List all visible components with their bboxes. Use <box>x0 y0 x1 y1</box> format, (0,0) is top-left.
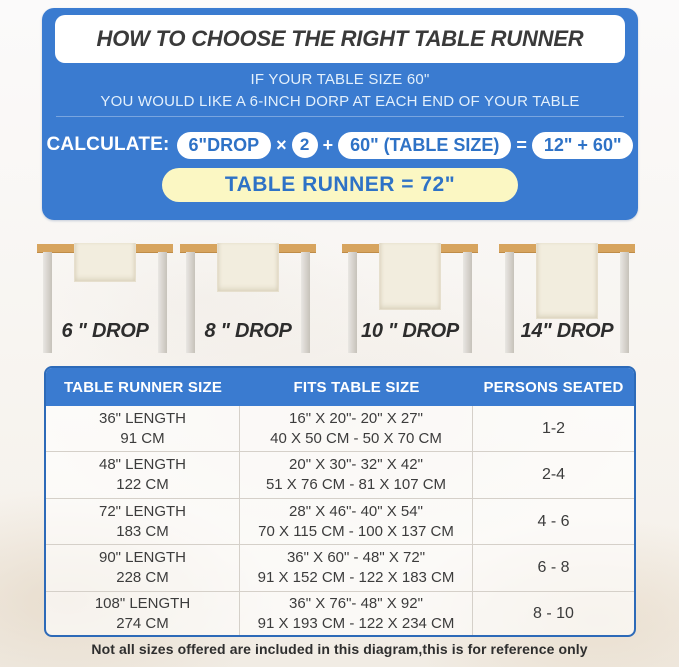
table-runner-cloth <box>379 243 441 310</box>
fits-table-line: 36" X 76"- 48" X 92" <box>289 595 423 613</box>
runner-size-line: 108" LENGTH <box>94 595 191 613</box>
column-header: FITS TABLE SIZE <box>293 378 420 396</box>
table-row <box>46 406 634 451</box>
drop-label: 10 " DROP <box>361 320 459 342</box>
subtitle-line2: YOU WOULD LIKE A 6-INCH DORP AT EACH END OF YOUR TABLE <box>100 93 580 110</box>
runner-size-line: 48" LENGTH <box>98 456 187 474</box>
table-runner-cloth <box>536 243 598 319</box>
calculate-row <box>42 129 638 161</box>
table-runner-cloth <box>74 243 136 282</box>
persons-seated-cell: 6 - 8 <box>537 558 570 576</box>
runner-size-line: 122 CM <box>116 476 169 494</box>
title-box <box>55 15 625 63</box>
runner-total-pill <box>162 168 518 202</box>
drop-label: 6 " DROP <box>61 320 149 342</box>
persons-seated-cell: 4 - 6 <box>537 512 570 530</box>
runner-size-cell <box>46 592 240 637</box>
header-panel <box>42 8 638 220</box>
runner-size-line: 91 CM <box>120 429 165 447</box>
runner-size-line: 274 CM <box>116 615 169 633</box>
runner-size-line: 72" LENGTH <box>98 502 187 520</box>
equals-operator: = <box>516 134 527 155</box>
size-table <box>44 366 636 637</box>
table-figure <box>342 238 478 354</box>
fits-table-line: 36" X 60" - 48" X 72" <box>286 548 426 566</box>
table-figure <box>180 238 316 354</box>
table-figure <box>37 238 173 354</box>
persons-seated-cell: 2-4 <box>541 466 566 484</box>
fits-table-line: 91 X 152 CM - 122 X 183 CM <box>257 568 455 586</box>
plus-operator: + <box>322 134 334 155</box>
persons-seated-cell: 8 - 10 <box>533 605 574 623</box>
table-runner-cloth <box>217 243 279 292</box>
runner-size-line: 90" LENGTH <box>98 548 187 566</box>
footer-note: Not all sizes offered are included in this diagram,this is for reference only <box>91 641 588 657</box>
size-table-header <box>46 368 634 406</box>
drop-pill: 6"DROP <box>177 132 272 159</box>
times-operator: × <box>276 134 287 155</box>
table-size-pill: 60" (TABLE SIZE) <box>338 132 511 159</box>
runner-size-line: 228 CM <box>116 568 169 586</box>
table-row <box>46 591 634 637</box>
calculate-label: CALCULATE: <box>46 134 170 155</box>
drop-label: 14" DROP <box>520 320 614 342</box>
subtitle-line1: IF YOUR TABLE SIZE 60" <box>250 71 430 88</box>
table-row <box>46 451 634 497</box>
fits-table-cell <box>240 545 473 590</box>
panel-divider <box>56 116 624 117</box>
fits-table-line: 40 X 50 CM - 50 X 70 CM <box>270 429 442 447</box>
multiplier-circle: 2 <box>292 132 318 158</box>
fits-table-line: 91 X 193 CM - 122 X 234 CM <box>257 615 455 633</box>
fits-table-line: 28" X 46"- 40" X 54" <box>289 502 423 520</box>
persons-seated-cell: 1-2 <box>541 419 566 437</box>
fits-table-cell <box>240 452 473 497</box>
fits-table-line: 51 X 76 CM - 81 X 107 CM <box>265 476 447 494</box>
page-title: HOW TO CHOOSE THE RIGHT TABLE RUNNER <box>96 26 584 51</box>
table-row <box>46 498 634 544</box>
runner-total-text: TABLE RUNNER = 72" <box>224 173 456 196</box>
table-figure <box>499 238 635 354</box>
fits-table-line: 70 X 115 CM - 100 X 137 CM <box>258 522 454 540</box>
runner-size-cell <box>46 452 240 497</box>
fits-table-line: 20" X 30"- 32" X 42" <box>289 456 423 474</box>
runner-size-cell <box>46 499 240 544</box>
runner-size-line: 36" LENGTH <box>98 409 187 427</box>
fits-table-cell <box>240 406 473 451</box>
runner-size-cell <box>46 406 240 451</box>
column-header: TABLE RUNNER SIZE <box>63 378 223 396</box>
fits-table-cell <box>240 499 473 544</box>
result-pill: 12" + 60" <box>532 132 634 159</box>
size-table-body <box>46 406 634 637</box>
fits-table-cell <box>240 592 473 637</box>
fits-table-line: 16" X 20"- 20" X 27" <box>289 409 423 427</box>
runner-size-line: 183 CM <box>116 522 169 540</box>
drop-label: 8 " DROP <box>204 320 292 342</box>
runner-size-cell <box>46 545 240 590</box>
column-header: PERSONS SEATED <box>483 378 624 396</box>
table-row <box>46 544 634 590</box>
